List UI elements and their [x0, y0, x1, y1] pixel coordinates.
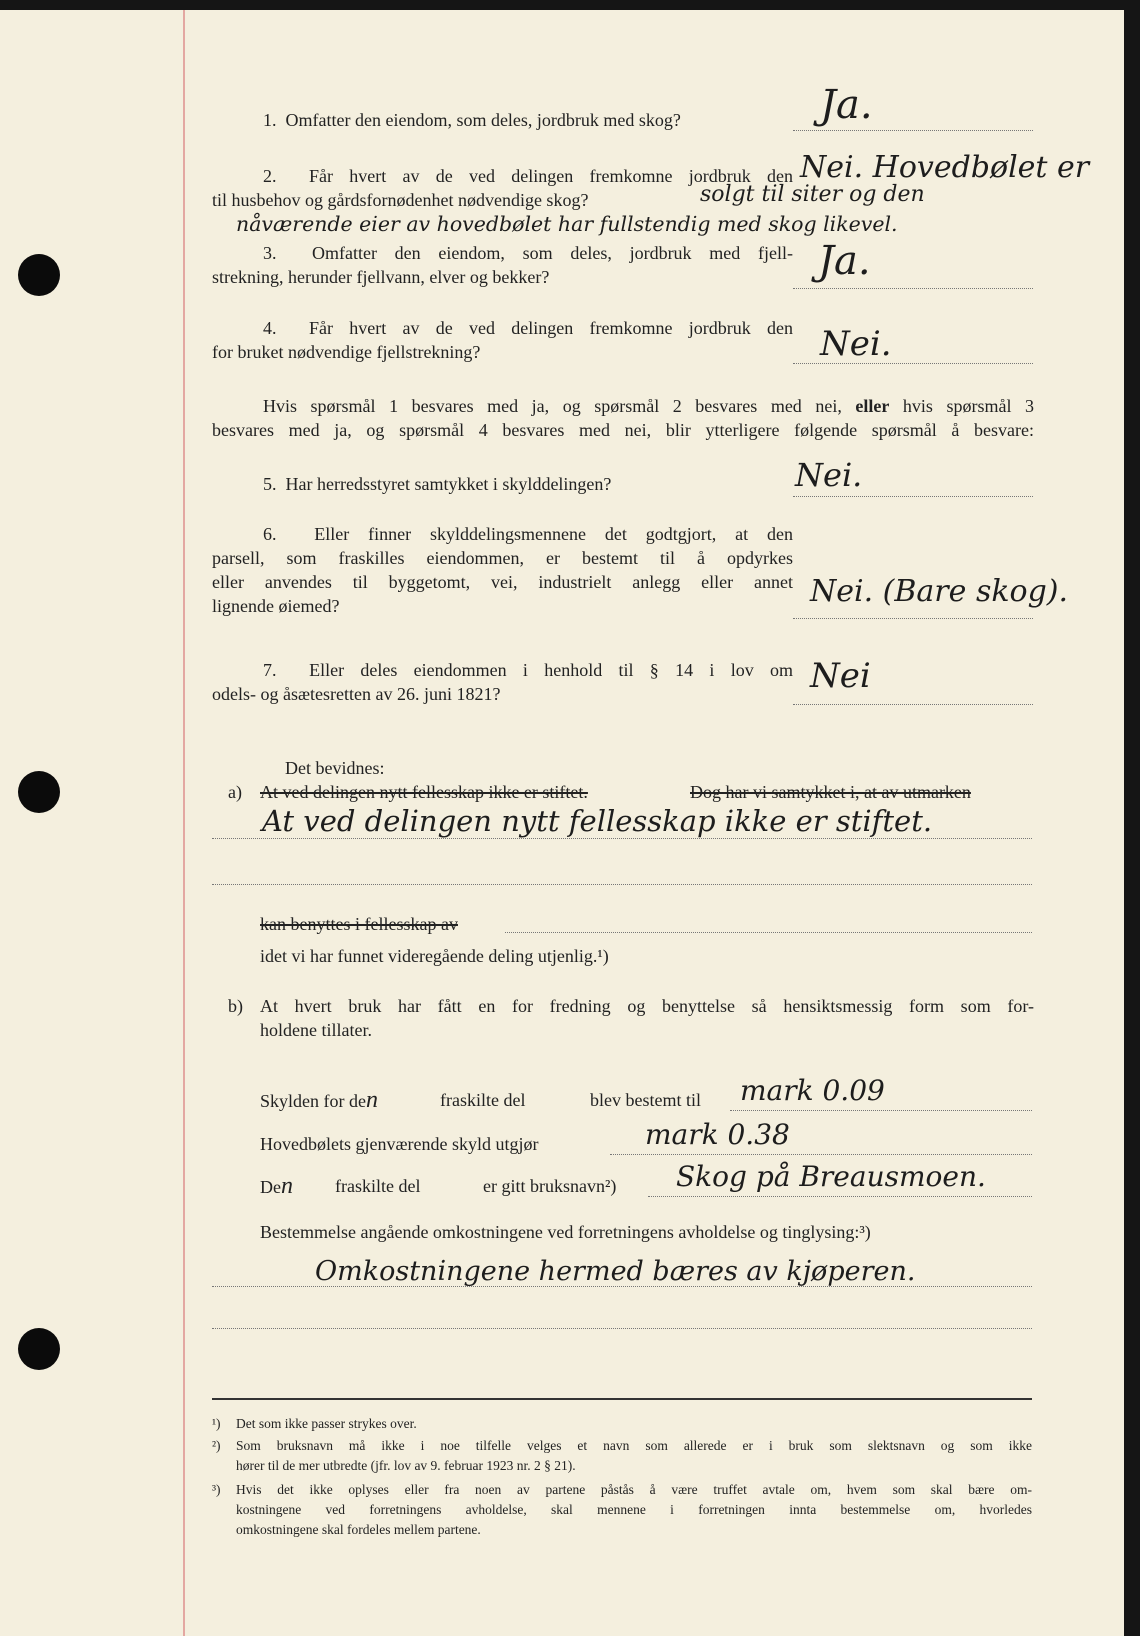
question-6-line-4: lignende øiemed?: [212, 596, 340, 616]
bevidnes-line-3: [505, 932, 1032, 933]
answer-5: Nei.: [795, 456, 863, 494]
question-2-line-2: til husbehov og gårdsfornødenhet nødvendige skog?: [212, 190, 589, 210]
answer-3: Ja.: [818, 238, 871, 284]
skyld-value-line-4: [212, 1286, 1032, 1287]
answer-line-7: [793, 704, 1033, 705]
punch-hole-middle: [18, 771, 60, 813]
skyld-line-1-b: fraskilte del: [440, 1090, 526, 1110]
question-6-line-1: 6. Eller finner skylddelingsmennene det godtgjort, at den: [263, 524, 793, 544]
skyld-value-line-1: [730, 1110, 1032, 1111]
answer-6: Nei. (Bare skog).: [810, 574, 1069, 609]
skyld-line-1-c: blev bestemt til: [590, 1090, 701, 1110]
condition-line-1: Hvis spørsmål 1 besvares med ja, og spørsmål 2 besvares med nei, eller hvis spørsmål 3: [263, 396, 1035, 416]
bevidnes-b-label: b): [228, 996, 243, 1016]
document-page: [0, 10, 1124, 1636]
answer-line-3: [793, 288, 1033, 289]
bevidnes-a-handwritten: At ved delingen nytt fellesskap ikke er stiftet.: [262, 804, 933, 838]
question-4-line-1: 4. Får hvert av de ved delingen fremkomne jordbruk den: [263, 318, 794, 338]
question-4-line-2: for bruket nødvendige fjellstrekning?: [212, 342, 481, 362]
bevidnes-line-2: [212, 884, 1032, 885]
skyld-line-4: Bestemmelse angående omkostningene ved forretningens avholdelse og tinglysing:³): [260, 1222, 871, 1242]
skyld-value-3: Skog på Breausmoen.: [676, 1160, 986, 1193]
answer-7: Nei: [810, 656, 871, 696]
bevidnes-b-line-1: At hvert bruk har fått en for fredning og benyttelse så hensiktsmessig form som for-: [260, 996, 1034, 1016]
footnote-1: ¹) Det som ikke passer strykes over.: [212, 1416, 417, 1431]
skyld-value-line-2: [610, 1154, 1032, 1155]
bevidnes-idet: idet vi har funnet videregående deling utjenlig.¹): [260, 946, 609, 966]
question-3-line-2: strekning, herunder fjellvann, elver og bekker?: [212, 267, 550, 287]
question-7-line-2: odels- og åsætesretten av 26. juni 1821?: [212, 684, 501, 704]
question-3-line-1: 3. Omfatter den eiendom, som deles, jordbruk med fjell-: [263, 243, 793, 263]
answer-line-6: [793, 618, 1033, 619]
footnote-2: ²) Som bruksnavn må ikke i noe tilfelle velges et navn som allerede er i bruk som slektsnavn og som ikke hører til de mer utbredte (jfr. lov av 9. februar 1923 nr. 2 § 21).: [212, 1438, 1032, 1473]
bevidnes-title: Det bevidnes:: [285, 758, 385, 778]
skyld-line-3-b: fraskilte del: [335, 1176, 421, 1196]
skyld-value-4: Omkostningene hermed bæres av kjøperen.: [315, 1256, 916, 1287]
bevidnes-b-line-2: holdene tillater.: [260, 1020, 372, 1040]
question-2-line-1: 2. Får hvert av de ved delingen fremkomne jordbruk den: [263, 166, 794, 186]
skyld-value-1: mark 0.09: [740, 1074, 885, 1107]
margin-line: [183, 10, 185, 1636]
bevidnes-line-1: [212, 838, 1032, 839]
answer-2-line-3: nåværende eier av hovedbølet har fullstendig med skog likevel.: [236, 212, 898, 236]
question-1: 1. Omfatter den eiendom, som deles, jordbruk med skog?: [263, 110, 681, 130]
bevidnes-a-label: a): [228, 782, 242, 802]
answer-1: Ja.: [820, 82, 873, 128]
punch-hole-top: [18, 254, 60, 296]
answer-2-line-2: solgt til siter og den: [700, 182, 925, 207]
skyld-value-2: mark 0.38: [645, 1118, 790, 1151]
footnote-rule: [212, 1398, 1032, 1400]
question-6-line-3: eller anvendes til byggetomt, vei, industrielt anlegg eller annet: [212, 572, 793, 592]
answer-line-5: [793, 496, 1033, 497]
bevidnes-a-struck-1: At ved delingen nytt fellesskap ikke er stiftet.: [260, 782, 588, 802]
skyld-line-3-c: er gitt bruksnavn²): [483, 1176, 617, 1196]
condition-line-2: besvares med ja, og spørsmål 4 besvares med nei, blir ytterligere følgende spørsmål å besvare:: [212, 420, 1034, 440]
bevidnes-struck-3: kan benyttes i fellesskap av: [260, 914, 458, 934]
bevidnes-a-struck-2: Dog har vi samtykket i, at av utmarken: [690, 782, 971, 802]
skyld-line-1: Skylden for den: [260, 1087, 378, 1113]
punch-hole-bottom: [18, 1328, 60, 1370]
answer-4: Nei.: [820, 324, 892, 364]
skyld-value-line-5: [212, 1328, 1032, 1329]
question-7-line-1: 7. Eller deles eiendommen i henhold til § 14 i lov om: [263, 660, 793, 680]
skyld-value-line-3: [648, 1196, 1032, 1197]
answer-2-line-1: Nei. Hovedbølet er: [800, 150, 1090, 185]
question-6-line-2: parsell, som fraskilles eiendommen, er bestemt til å opdyrkes: [212, 548, 793, 568]
skyld-line-3: Den: [260, 1173, 293, 1199]
footnote-3: ³) Hvis det ikke oplyses eller fra noen av partene påstås å være truffet avtale om, hvem som skal bære om- kostningene ved forretningens avholdelse, skal mennene i forretningen innta bestemmelse om, hvorledes omkostningene skal fordeles mellem partene.: [212, 1482, 1032, 1537]
skyld-line-2: Hovedbølets gjenværende skyld utgjør: [260, 1134, 539, 1154]
question-5: 5. Har herredsstyret samtykket i skylddelingen?: [263, 474, 612, 494]
answer-line-1: [793, 130, 1033, 131]
